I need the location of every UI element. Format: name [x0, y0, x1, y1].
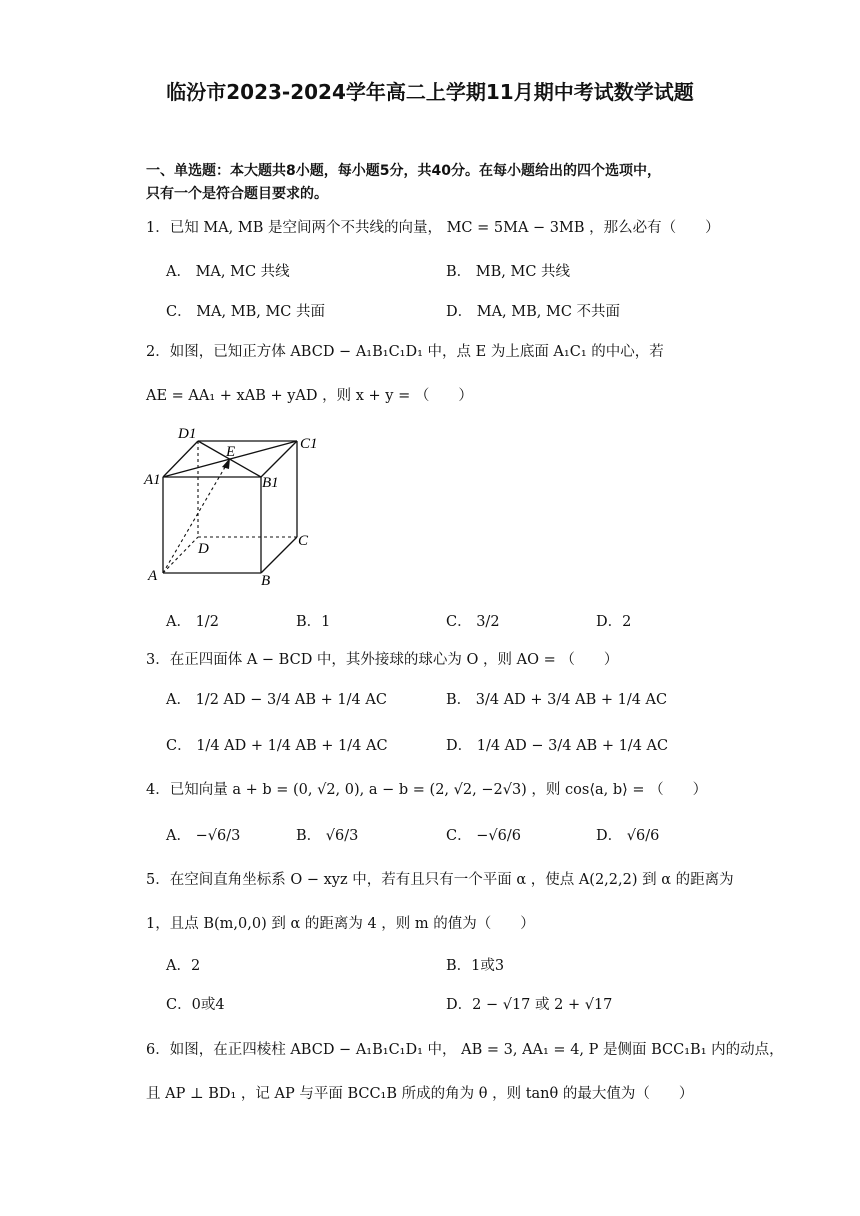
- q5-option-c: C．0或4: [166, 997, 225, 1013]
- q1-option-d: D． MA, MB, MC 不共面: [446, 304, 621, 320]
- page-title: 临汾市2023-2024学年高二上学期11月期中考试数学试题: [166, 80, 694, 104]
- section-header-line1: 一、单选题：本大题共8小题，每小题5分，共40分。在每小题给出的四个选项中，: [146, 163, 661, 179]
- q2-option-d: D．2: [596, 614, 632, 630]
- label-b1: B1: [262, 475, 279, 491]
- label-e: E: [226, 444, 236, 460]
- label-a1: A1: [144, 472, 161, 488]
- label-c1: C1: [300, 436, 318, 452]
- label-b: B: [261, 573, 271, 589]
- label-d1: D1: [178, 426, 197, 442]
- q5-option-a: A．2: [166, 958, 201, 974]
- q4-option-a: A． −√6/3: [166, 828, 241, 844]
- question-4-stem: 4．已知向量 a + b = (0, √2, 0), a − b = (2, √2, −2√3) ，则 cos⟨a, b⟩ = （ ）: [146, 782, 708, 798]
- cube-figure: [140, 420, 330, 590]
- question-1-stem: 1．已知 MA, MB 是空间两个不共线的向量， MC = 5MA − 3MB ，那么必有（ ）: [146, 220, 720, 236]
- q4-option-d: D． √6/6: [596, 828, 660, 844]
- label-d: D: [198, 541, 209, 557]
- q1-option-a: A． MA, MC 共线: [166, 264, 290, 280]
- q3-option-a: A． 1/2 AD − 3/4 AB + 1/4 AC: [166, 692, 387, 708]
- q2-option-a: A． 1/2: [166, 614, 219, 630]
- question-5-stem-line2: 1，且点 B(m,0,0) 到 α 的距离为 4 ，则 m 的值为（ ）: [146, 916, 535, 932]
- q3-option-c: C． 1/4 AD + 1/4 AB + 1/4 AC: [166, 738, 388, 754]
- q5-option-b: B．1或3: [446, 958, 505, 974]
- q2-option-b: B．1: [296, 614, 331, 630]
- q3-option-b: B． 3/4 AD + 3/4 AB + 1/4 AC: [446, 692, 668, 708]
- q3-option-d: D． 1/4 AD − 3/4 AB + 1/4 AC: [446, 738, 669, 754]
- question-2-stem-line2: AE = AA₁ + xAB + yAD ，则 x + y = （ ）: [146, 388, 473, 404]
- question-5-stem-line1: 5．在空间直角坐标系 O − xyz 中，若有且只有一个平面 α ，使点 A(2,2,2) 到 α 的距离为: [146, 872, 734, 888]
- label-a: A: [148, 568, 158, 584]
- question-3-stem: 3．在正四面体 A − BCD 中，其外接球的球心为 O ，则 AO = （ ）: [146, 652, 619, 668]
- q2-option-c: C． 3/2: [446, 614, 500, 630]
- question-6-stem-line2: 且 AP ⊥ BD₁ ，记 AP 与平面 BCC₁B 所成的角为 θ ，则 tanθ 的最大值为（ ）: [146, 1086, 694, 1102]
- question-2-stem-line1: 2．如图，已知正方体 ABCD − A₁B₁C₁D₁ 中，点 E 为上底面 A₁C₁ 的中心，若: [146, 344, 664, 360]
- q1-option-c: C． MA, MB, MC 共面: [166, 304, 326, 320]
- q4-option-c: C． −√6/6: [446, 828, 521, 844]
- q1-option-b: B． MB, MC 共线: [446, 264, 571, 280]
- q5-option-d: D．2 − √17 或 2 + √17: [446, 997, 613, 1013]
- label-c: C: [298, 533, 309, 549]
- question-6-stem-line1: 6．如图，在正四棱柱 ABCD − A₁B₁C₁D₁ 中， AB = 3, AA₁ = 4, P 是侧面 BCC₁B₁ 内的动点，: [146, 1042, 784, 1058]
- q4-option-b: B． √6/3: [296, 828, 359, 844]
- section-header-line2: 只有一个是符合题目要求的。: [146, 186, 328, 202]
